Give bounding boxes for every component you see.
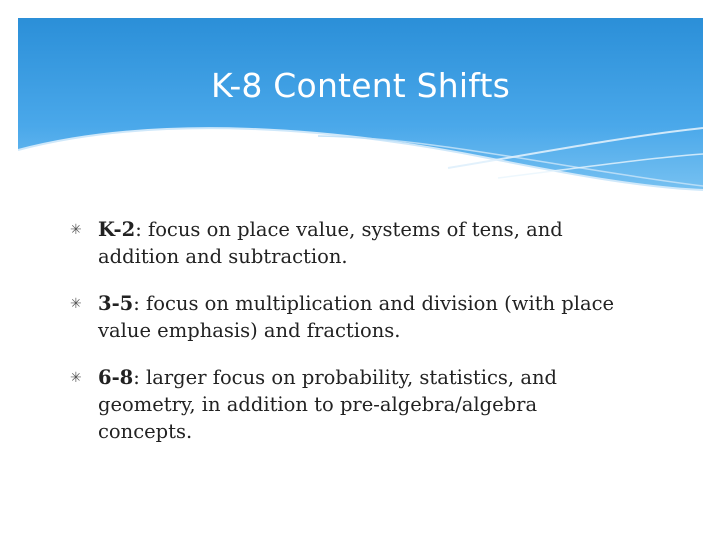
bullet-lead: 6-8: [98, 366, 134, 389]
bullet-item: [70, 364, 630, 445]
asterisk-icon: ✳: [70, 296, 82, 312]
bullet-lead: 3-5: [98, 292, 134, 315]
title-banner: [18, 18, 703, 198]
asterisk-icon: ✳: [70, 370, 82, 386]
asterisk-icon: ✳: [70, 222, 82, 238]
bullet-item: [70, 290, 630, 344]
bullet-lead: K-2: [98, 218, 136, 241]
bullet-text: : larger focus on probability, statistics, and geometry, in addition to pre-algebra/algebra concepts.: [98, 366, 557, 443]
slide-title: K-8 Content Shifts: [210, 66, 511, 105]
banner-background: [18, 18, 703, 198]
bullet-item: [70, 216, 630, 270]
bullet-text: : focus on multiplication and division (with place value emphasis) and fractions.: [98, 292, 615, 342]
bullet-text: : focus on place value, systems of tens, and addition and subtraction.: [98, 218, 563, 268]
bullet-list: [70, 216, 630, 465]
